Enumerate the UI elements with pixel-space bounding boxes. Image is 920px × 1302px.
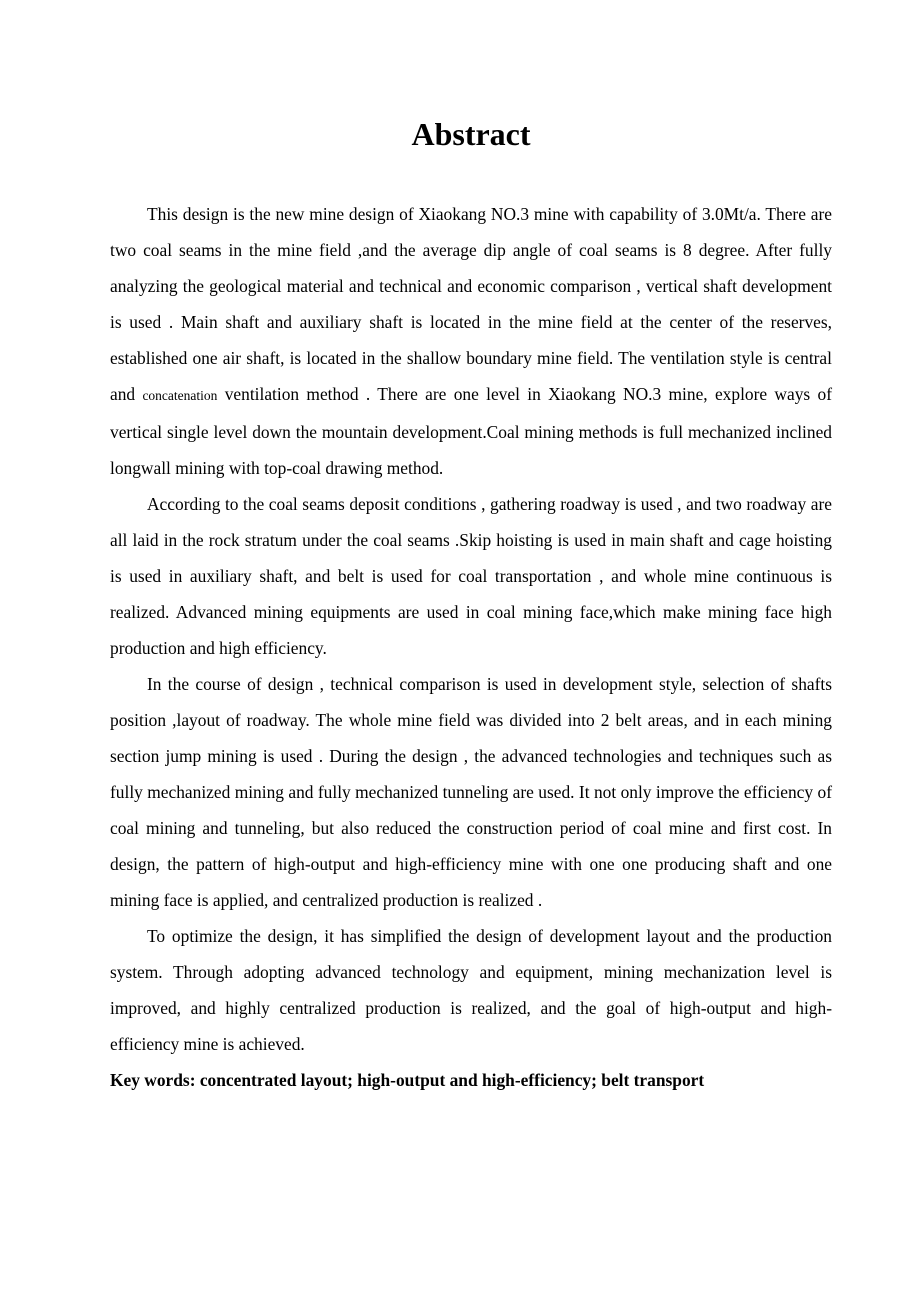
abstract-paragraph-3: In the course of design , technical comparison is used in development style, selection of shafts position ,layout of roadway. The whole mine field was divided into 2 belt areas, and in each mining section jump mining is used . During the design , the advanced technologies and techniques such as fully mechanized mining and fully mechanized tunneling are used. It not only improve the efficiency of coal mining and tunneling, but also reduced the construction period of coal mine and first cost. In design, the pattern of high-output and high-efficiency mine with one one producing shaft and one mining face is applied, and centralized production is realized . (110, 674, 832, 910)
abstract-body (110, 196, 832, 1098)
abstract-paragraph-4: To optimize the design, it has simplified the design of development layout and the production system. Through adopting advanced technology and equipment, mining mechanization level is improved, and highly centralized production is realized, and the goal of high-output and high-efficiency mine is achieved. (110, 926, 832, 1054)
paragraph-1-text-start: This design is the new mine design of Xiaokang NO.3 mine with capability of 3.0Mt/a. There are two coal seams in the mine field ,and the average dip angle of coal seams is 8 degree. After fully analyzing the geological material and technical and economic comparison , vertical shaft development is used . Main shaft and auxiliary shaft is located in the mine field at the center of the reserves, established one air shaft, is located in the shallow boundary mine field. The ventilation style is central and (110, 204, 832, 404)
abstract-title: Abstract (411, 116, 531, 152)
paragraph-1-small-word: concatenation (142, 388, 218, 403)
abstract-paragraph-1 (110, 196, 832, 486)
abstract-paragraph-2: According to the coal seams deposit conditions , gathering roadway is used , and two roadway are all laid in the rock stratum under the coal seams .Skip hoisting is used in main shaft and cage hoisting is used in auxiliary shaft, and belt is used for coal transportation , and whole mine continuous is realized. Advanced mining equipments are used in coal mining face,which make mining face high production and high efficiency. (110, 494, 832, 658)
paragraph-1-text-end: ventilation method . There are one level in Xiaokang NO.3 mine, explore ways of vertical single level down the mountain development.Coal mining methods is full mechanized inclined longwall mining with top-coal drawing method. (110, 384, 832, 478)
key-words: Key words: concentrated layout; high-output and high-efficiency; belt transport (110, 1070, 705, 1090)
